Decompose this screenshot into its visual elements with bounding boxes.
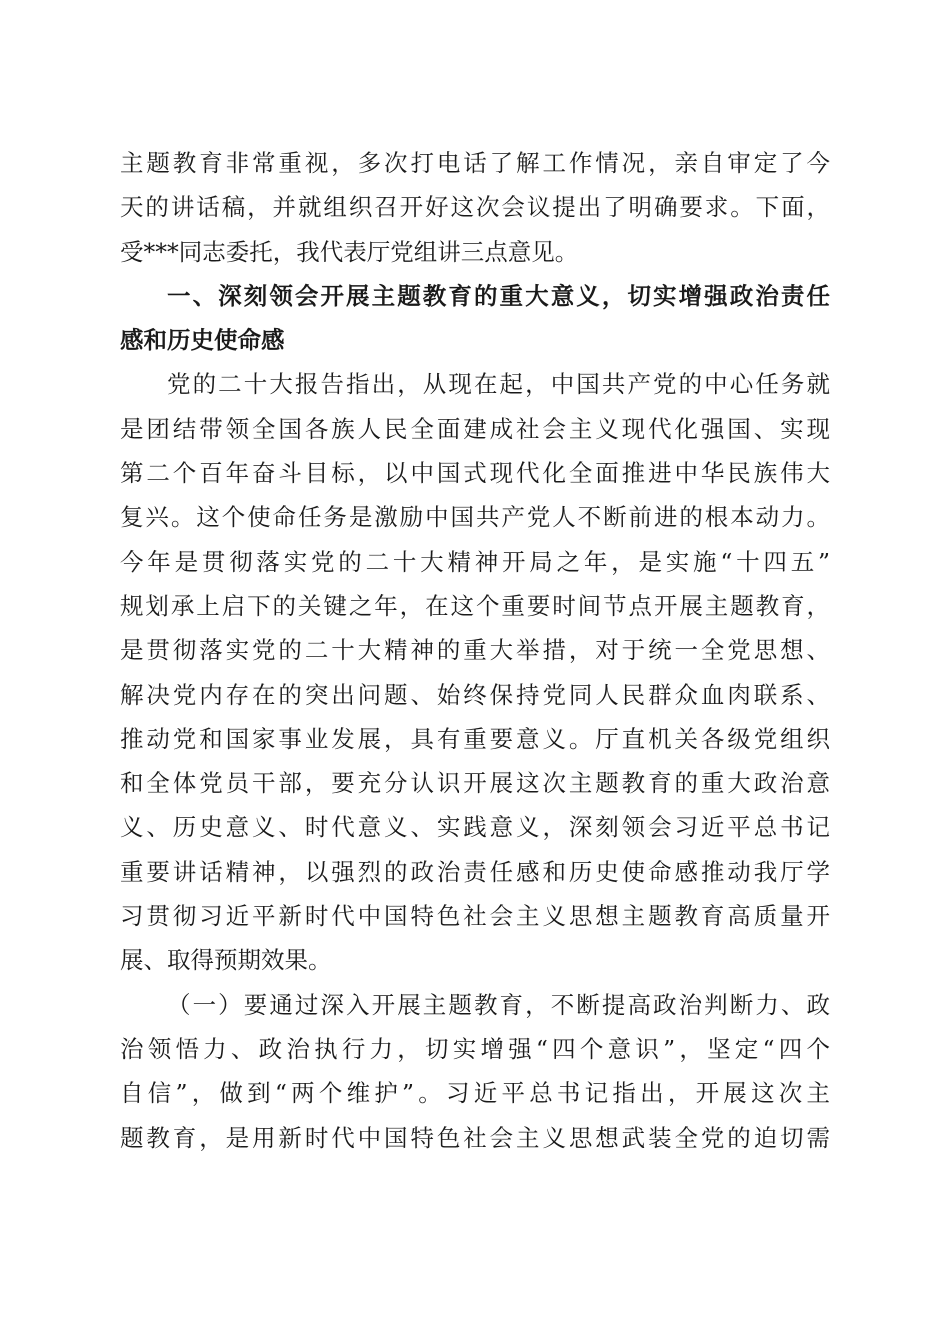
paragraph-line: 党的二十大报告指出，从现在起，中国共产党的中心任务就 — [167, 370, 830, 399]
section-heading-line: 一、深刻领会开展主题教育的重大意义，切实增强政治责任 — [167, 281, 830, 310]
paragraph-line: 自信”，做到“两个维护”。习近平总书记指出，开展这次主 — [120, 1079, 830, 1108]
section-heading-line: 感和历史使命感 — [120, 326, 285, 355]
paragraph-line: 是团结带领全国各族人民全面建成社会主义现代化强国、实现 — [120, 414, 830, 443]
paragraph-line: 天的讲话稿，并就组织召开好这次会议提出了明确要求。下面， — [120, 193, 830, 222]
paragraph-line: 义、历史意义、时代意义、实践意义，深刻领会习近平总书记 — [120, 813, 830, 842]
paragraph-line: 第二个百年奋斗目标，以中国式现代化全面推进中华民族伟大 — [120, 459, 830, 488]
paragraph-line: 解决党内存在的突出问题、始终保持党同人民群众血肉联系、 — [120, 680, 830, 709]
paragraph-line: 今年是贯彻落实党的二十大精神开局之年，是实施“十四五” — [120, 547, 830, 576]
paragraph-line: 习贯彻习近平新时代中国特色社会主义思想主题教育高质量开 — [120, 902, 830, 931]
paragraph-line: 规划承上启下的关键之年，在这个重要时间节点开展主题教育， — [120, 591, 830, 620]
paragraph-line: 重要讲话精神，以强烈的政治责任感和历史使命感推动我厅学 — [120, 857, 830, 886]
paragraph-line: 题教育，是用新时代中国特色社会主义思想武装全党的迫切需 — [120, 1123, 830, 1152]
paragraph-line: 是贯彻落实党的二十大精神的重大举措，对于统一全党思想、 — [120, 636, 830, 665]
paragraph-line: 治领悟力、政治执行力，切实增强“四个意识”，坚定“四个 — [120, 1034, 830, 1063]
subsection-line: （一）要通过深入开展主题教育，不断提高政治判断力、政 — [167, 990, 830, 1019]
paragraph-line: 展、取得预期效果。 — [120, 946, 332, 975]
document-body — [120, 141, 830, 1160]
paragraph-line: 推动党和国家事业发展，具有重要意义。厅直机关各级党组织 — [120, 724, 830, 753]
paragraph-line: 主题教育非常重视，多次打电话了解工作情况，亲自审定了今 — [120, 149, 830, 177]
paragraph-line: 受***同志委托，我代表厅党组讲三点意见。 — [120, 237, 579, 266]
paragraph-line: 复兴。这个使命任务是激励中国共产党人不断前进的根本动力。 — [120, 503, 830, 532]
paragraph-line: 和全体党员干部，要充分认识开展这次主题教育的重大政治意 — [120, 769, 830, 798]
